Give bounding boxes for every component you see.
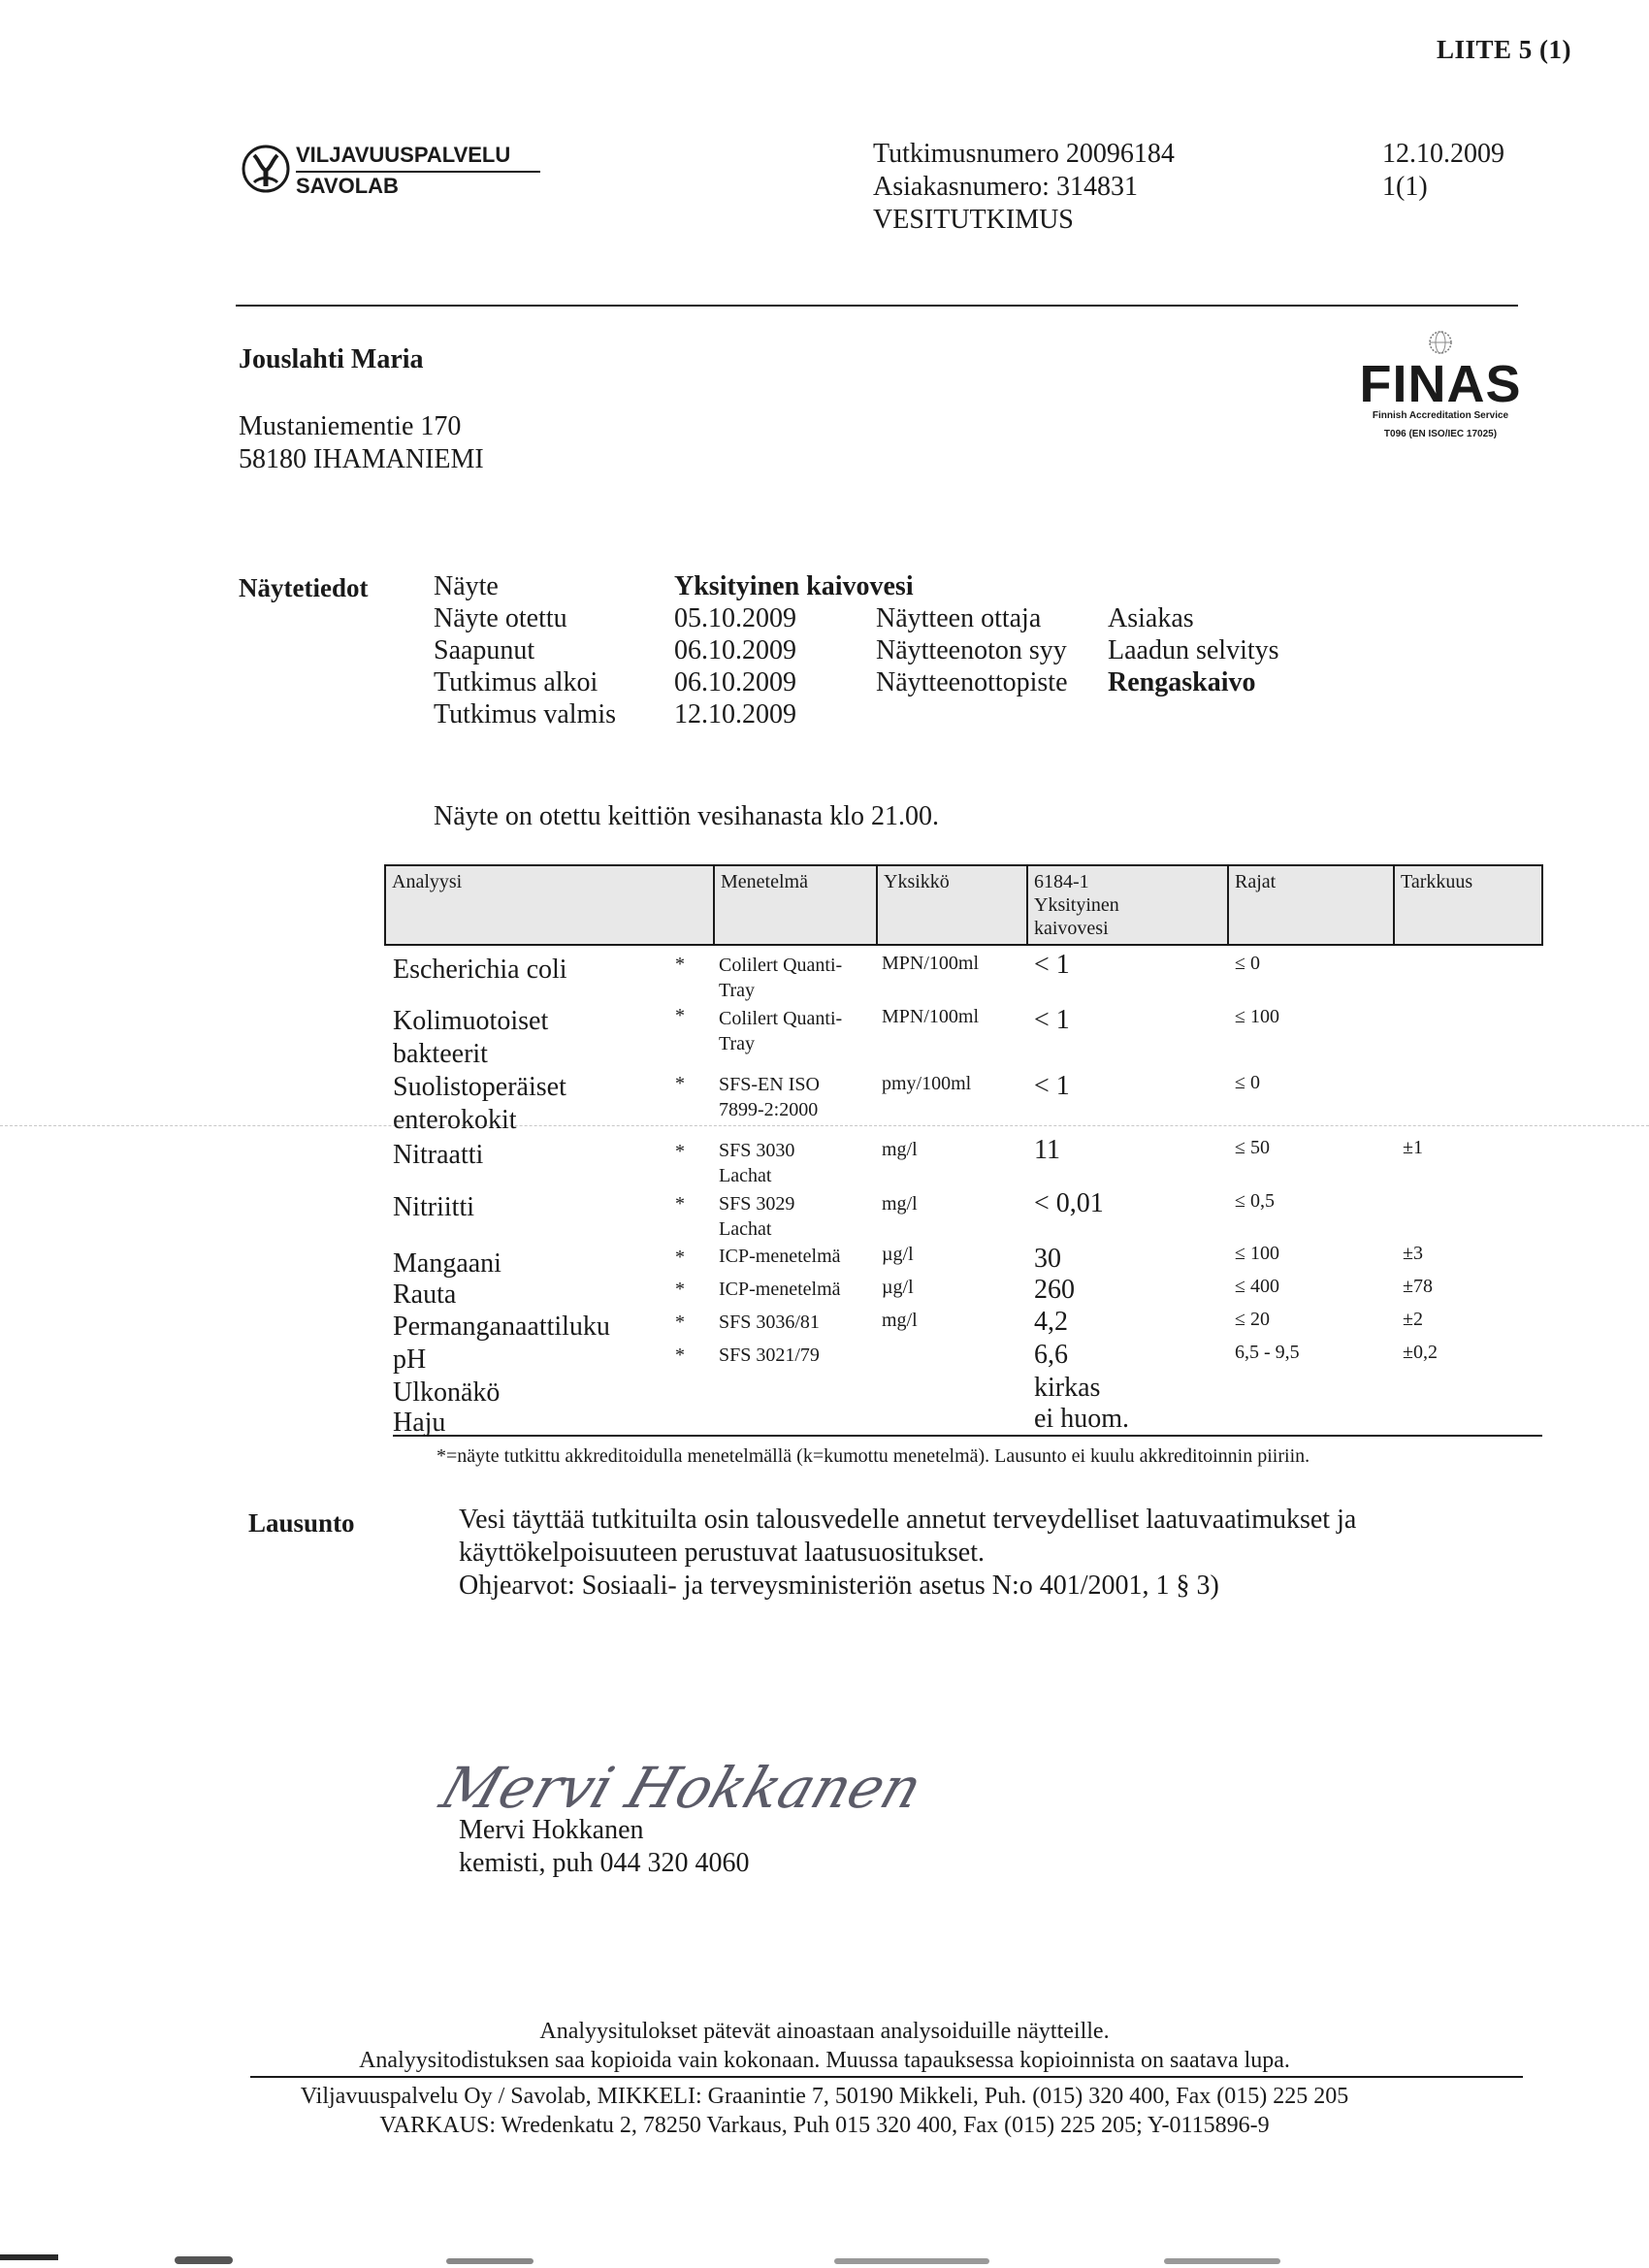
sample-label: Tutkimus valmis xyxy=(434,699,617,729)
header-sample xyxy=(1028,866,1229,944)
finas-wordmark: FINAS xyxy=(1359,355,1522,413)
header-accuracy: Tarkkuus xyxy=(1401,871,1473,892)
header-limits: Rajat xyxy=(1229,866,1395,944)
analysis-result: < 1 xyxy=(1034,1071,1070,1101)
accredited-mark: * xyxy=(675,1279,685,1300)
study-number: Tutkimusnumero 20096184 xyxy=(873,139,1175,169)
footer-address-line: Viljavuuspalvelu Oy / Savolab, MIKKELI: Graanintie 7, 50190 Mikkeli, Puh. (015) 320 400, Fax (015) 225 205 xyxy=(300,2084,1349,2109)
analysis-result: < 1 xyxy=(1034,1005,1070,1035)
analysis-limit: 6,5 - 9,5 xyxy=(1235,1342,1300,1363)
analysis-accuracy: ±1 xyxy=(1403,1137,1423,1158)
analysis-method: ICP-menetelmä xyxy=(719,1279,841,1300)
analysis-unit: mg/l xyxy=(882,1310,918,1331)
accredited-mark: * xyxy=(675,1141,685,1162)
finas-globe-icon xyxy=(1428,330,1453,355)
analysis-result: < 1 xyxy=(1034,950,1070,980)
study-type: VESITUTKIMUS xyxy=(873,205,1074,235)
analysis-result: 4,2 xyxy=(1034,1307,1068,1337)
analysis-unit: µg/l xyxy=(882,1244,914,1265)
footer-note xyxy=(0,2017,1649,2075)
header-sample-id: 6184-1 xyxy=(1034,871,1089,892)
header-sample-type: Yksityinen xyxy=(1034,894,1119,916)
lab-name-line1: VILJAVUUSPALVELU xyxy=(296,143,511,167)
customer-city: 58180 IHAMANIEMI xyxy=(239,444,484,474)
statement-line: Ohjearvot: Sosiaali- ja terveysministeriön asetus N:o 401/2001, 1 § 3) xyxy=(459,1571,1219,1601)
study-date-block xyxy=(1382,138,1504,204)
analysis-name: Haju xyxy=(393,1408,446,1438)
analysis-limit: ≤ 20 xyxy=(1235,1309,1270,1330)
lab-logo xyxy=(236,139,546,207)
method-line2: Tray xyxy=(719,980,756,1001)
analysis-result: 11 xyxy=(1034,1135,1060,1165)
analysis-name: Mangaani xyxy=(393,1248,501,1279)
analysis-unit: mg/l xyxy=(882,1139,918,1160)
page-count: 1(1) xyxy=(1382,172,1428,202)
method-line1: SFS 3030 xyxy=(719,1140,795,1161)
sample-value: 06.10.2009 xyxy=(674,667,796,697)
analysis-name-line1: Kolimuotoiset xyxy=(393,1006,549,1036)
analysis-limit: ≤ 0,5 xyxy=(1235,1190,1275,1212)
table-footnote: *=näyte tutkittu akkreditoidulla menetelmällä (k=kumottu menetelmä). Lausunto ei kuulu akkreditoinnin piiriin. xyxy=(436,1445,1310,1467)
analysis-name xyxy=(393,1071,566,1137)
sample-label: Saapunut xyxy=(434,635,535,665)
finas-logo xyxy=(1348,330,1533,439)
sample-value: 05.10.2009 xyxy=(674,603,796,633)
statement-line: Vesi täyttää tutkituilta osin talousvedelle annetut terveydelliset laatuvaatimukset ja xyxy=(459,1505,1357,1535)
statement-label: Lausunto xyxy=(248,1508,355,1538)
analysis-name-line2: bakteerit xyxy=(393,1039,488,1069)
footer-divider xyxy=(250,2076,1523,2078)
statement-line: käyttökelpoisuuteen perustuvat laatusuositukset. xyxy=(459,1538,986,1568)
analysis-limit: ≤ 0 xyxy=(1235,953,1260,974)
analysis-limit: ≤ 100 xyxy=(1235,1006,1279,1027)
analysis-method: ICP-menetelmä xyxy=(719,1246,841,1267)
analysis-accuracy: ±78 xyxy=(1403,1276,1433,1297)
sample-label: Näyte xyxy=(434,571,499,601)
sample-label: Tutkimus alkoi xyxy=(434,667,598,697)
method-line2: Lachat xyxy=(719,1165,772,1186)
header-unit: Yksikkö xyxy=(878,866,1028,944)
header-sample-source: kaivovesi xyxy=(1034,918,1109,939)
method-line1: SFS 3029 xyxy=(719,1193,795,1215)
method-line1: Colilert Quanti- xyxy=(719,1008,843,1029)
finas-service: Finnish Accreditation Service xyxy=(1372,410,1509,421)
sample-key-value: Asiakas xyxy=(1108,603,1194,633)
analysis-result: < 0,01 xyxy=(1034,1188,1104,1218)
analysis-name: pH xyxy=(393,1345,427,1375)
analysis-accuracy: ±3 xyxy=(1403,1243,1423,1264)
footer-address xyxy=(0,2082,1649,2140)
analysis-method: SFS 3021/79 xyxy=(719,1345,820,1366)
footer-address-line: VARKAUS: Wredenkatu 2, 78250 Varkaus, Puh 015 320 400, Fax (015) 225 205; Y-0115896-9 xyxy=(379,2113,1270,2138)
lab-name-line2: SAVOLAB xyxy=(296,174,399,198)
method-line1: SFS-EN ISO xyxy=(719,1074,820,1095)
study-info xyxy=(873,138,1175,237)
header-divider xyxy=(236,305,1518,307)
accredited-mark: * xyxy=(675,1345,685,1366)
analysis-method xyxy=(719,1138,794,1188)
analysis-unit: MPN/100ml xyxy=(882,1006,980,1027)
analysis-method xyxy=(719,1191,794,1242)
footer-note-line: Analyysitodistuksen saa kopioida vain kokonaan. Muussa tapauksessa kopioinnista on saatava lupa. xyxy=(359,2048,1290,2073)
analysis-method xyxy=(719,1072,820,1122)
sample-key-value: Laadun selvitys xyxy=(1108,635,1279,665)
accredited-mark: * xyxy=(675,1005,685,1026)
method-line2: Lachat xyxy=(719,1218,772,1240)
analysis-unit: µg/l xyxy=(882,1277,914,1298)
customer-address xyxy=(239,410,484,476)
analysis-result: 260 xyxy=(1034,1275,1075,1305)
method-line2: Tray xyxy=(719,1033,756,1054)
analysis-unit: pmy/100ml xyxy=(882,1073,972,1094)
logo-divider xyxy=(296,171,540,173)
customer-number: Asiakasnumero: 314831 xyxy=(873,172,1138,202)
analysis-accuracy: ±0,2 xyxy=(1403,1342,1438,1363)
analysis-limit: ≤ 0 xyxy=(1235,1072,1260,1093)
analysis-name: Ulkonäkö xyxy=(393,1377,501,1408)
analysis-method: SFS 3036/81 xyxy=(719,1312,820,1333)
analysis-limit: ≤ 50 xyxy=(1235,1137,1270,1158)
signer-block xyxy=(459,1814,749,1880)
accredited-mark: * xyxy=(675,1312,685,1333)
sample-key: Näytteenoton syy xyxy=(876,635,1067,665)
analysis-name xyxy=(393,1005,548,1071)
accredited-mark: * xyxy=(675,1247,685,1268)
analysis-limit: ≤ 400 xyxy=(1235,1276,1279,1297)
sample-section-label: Näytetiedot xyxy=(239,573,369,602)
analysis-unit: MPN/100ml xyxy=(882,953,980,974)
analysis-name: Permanganaattiluku xyxy=(393,1312,610,1342)
analysis-name: Escherichia coli xyxy=(393,955,567,985)
analysis-name-line1: Suolistoperäiset xyxy=(393,1072,566,1102)
analysis-name-line2: enterokokit xyxy=(393,1105,517,1135)
study-date: 12.10.2009 xyxy=(1382,139,1504,169)
analysis-result: ei huom. xyxy=(1034,1404,1129,1434)
analysis-table-header xyxy=(384,864,1543,946)
accredited-mark: * xyxy=(675,954,685,975)
header-analysis: Analyysi xyxy=(386,866,715,944)
method-line2: 7899-2:2000 xyxy=(719,1099,819,1120)
header-method: Menetelmä xyxy=(715,866,878,944)
signer-name: Mervi Hokkanen xyxy=(459,1815,644,1845)
signature-text: Mervi Hokkanen xyxy=(433,1756,930,1822)
method-line1: Colilert Quanti- xyxy=(719,955,843,976)
savolab-logo-icon xyxy=(241,144,291,194)
statement-text xyxy=(459,1504,1506,1603)
finas-accreditation: T096 (EN ISO/IEC 17025) xyxy=(1383,429,1498,439)
sample-note: Näyte on otettu keittiön vesihanasta klo 21.00. xyxy=(434,801,940,831)
analysis-name: Nitriitti xyxy=(393,1192,474,1222)
analysis-name: Rauta xyxy=(393,1280,457,1310)
sample-value: 12.10.2009 xyxy=(674,699,796,729)
sample-value: 06.10.2009 xyxy=(674,635,796,665)
sample-label: Näyte otettu xyxy=(434,603,567,633)
table-bottom-rule xyxy=(393,1435,1542,1437)
analysis-result: 30 xyxy=(1034,1244,1061,1274)
scan-fold-line xyxy=(0,1125,1649,1126)
analysis-unit: mg/l xyxy=(882,1193,918,1215)
customer-name: Jouslahti Maria xyxy=(239,344,424,374)
analysis-method xyxy=(719,953,842,1003)
page-reference: LIITE 5 (1) xyxy=(1436,35,1571,64)
sample-key-value: Rengaskaivo xyxy=(1108,667,1256,697)
analysis-limit: ≤ 100 xyxy=(1235,1243,1279,1264)
sample-key: Näytteenottopiste xyxy=(876,667,1068,697)
sample-value: Yksityinen kaivovesi xyxy=(674,571,914,601)
footer-note-line: Analyysitulokset pätevät ainoastaan analysoiduille näytteille. xyxy=(539,2019,1110,2044)
analysis-result: kirkas xyxy=(1034,1373,1101,1403)
scan-edge-artifact xyxy=(0,2249,1649,2268)
signer-title: kemisti, puh 044 320 4060 xyxy=(459,1848,750,1878)
analysis-name: Nitraatti xyxy=(393,1140,484,1170)
accredited-mark: * xyxy=(675,1193,685,1215)
analysis-accuracy: ±2 xyxy=(1403,1309,1423,1330)
analysis-method xyxy=(719,1006,842,1056)
analysis-result: 6,6 xyxy=(1034,1340,1068,1370)
accredited-mark: * xyxy=(675,1073,685,1094)
sample-key: Näytteen ottaja xyxy=(876,603,1042,633)
customer-street: Mustaniementie 170 xyxy=(239,411,462,441)
